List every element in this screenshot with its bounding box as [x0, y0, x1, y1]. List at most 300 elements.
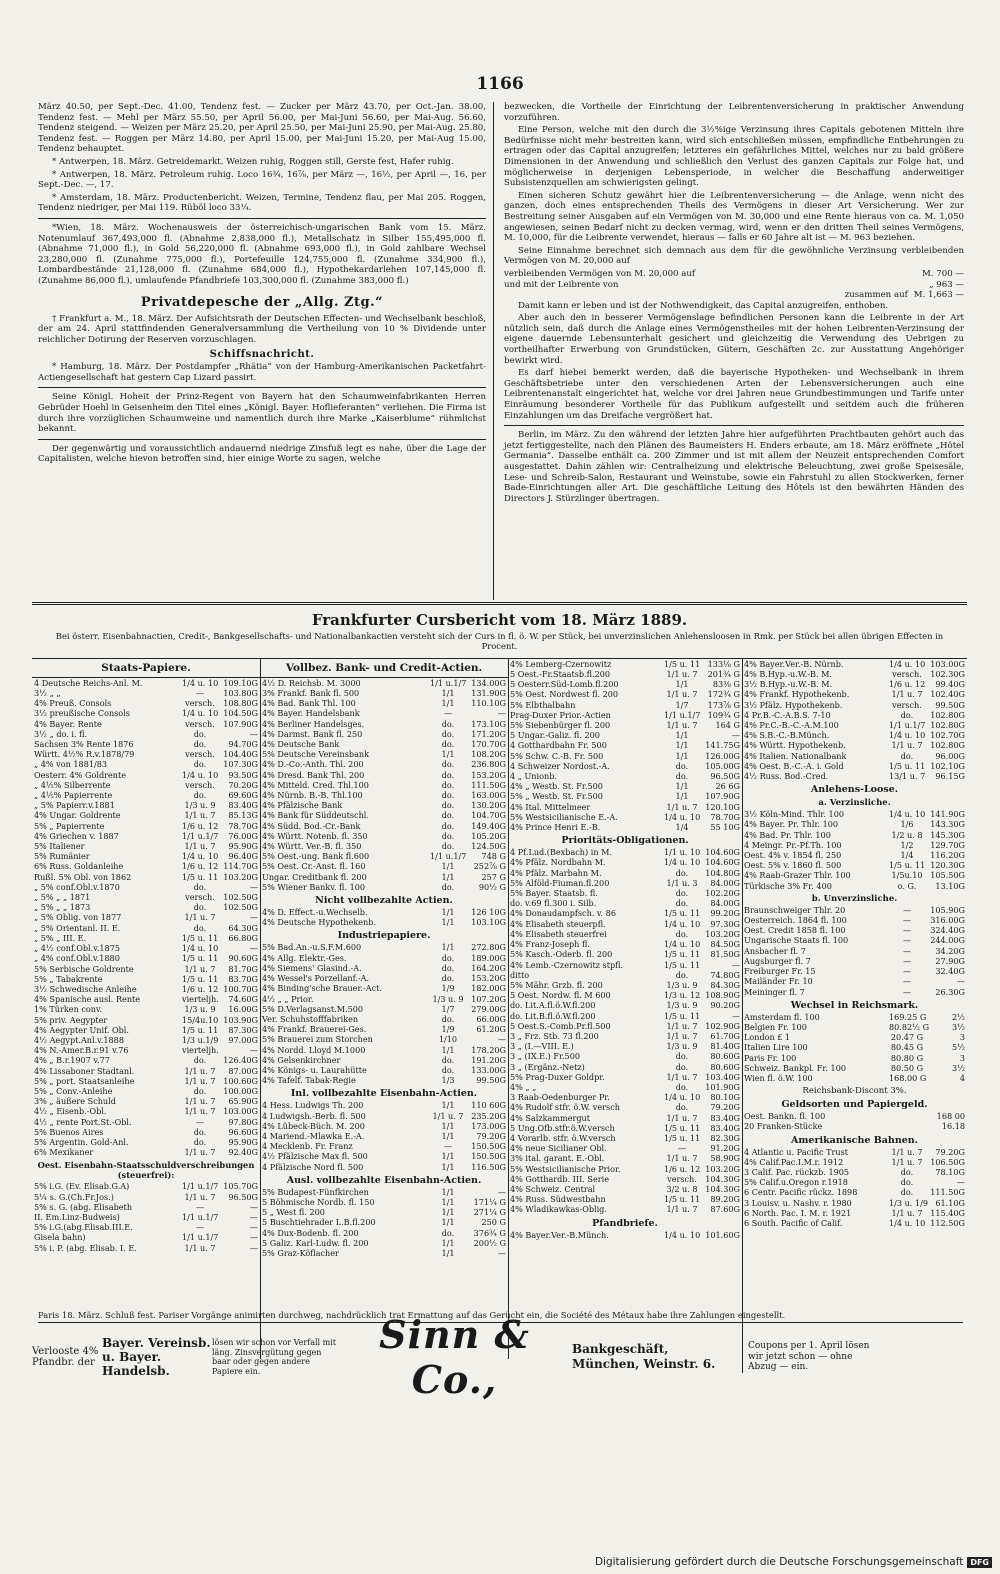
rate-row [742, 1053, 967, 1063]
divider [38, 218, 486, 219]
section-subheading: b. Unverzinsliche. [811, 893, 898, 904]
interest-term: 1/1 [675, 750, 689, 761]
calc-value: M. 1,663 — [913, 290, 964, 301]
interest-term: 1/4 [675, 822, 689, 833]
quote-value: 103.20G [223, 871, 258, 882]
security-name: 4% „ Westb. St. Fr.500 [510, 781, 603, 792]
quote-value: 96.60G [228, 1126, 258, 1137]
rate-row [508, 761, 742, 771]
ad-firm-location: München, Weinstr. 6. [572, 1357, 716, 1371]
interest-term: vierteljh. [182, 1045, 219, 1056]
security-name: 4% Preuß. Consols [34, 698, 112, 709]
security-name: 5 Oest.S.-Comb.Pr.fl.500 [510, 1020, 611, 1031]
quote-value: 271¼ G [473, 1207, 506, 1218]
rate-row [508, 802, 742, 812]
security-name: 5 Oest. Nordw. fl. M 600 [510, 990, 611, 1001]
security-name: 3% „ äußere Schuld [34, 1096, 116, 1107]
security-name: 5 „ West fl. 200 [262, 1207, 325, 1218]
column-header: Vollbez. Bank- und Credit-Actien. [260, 659, 508, 678]
security-name: Oest. 5% v. 1860 fl. 500 [744, 860, 842, 871]
rate-row [260, 1065, 508, 1075]
divider [38, 387, 486, 388]
rate-row [32, 719, 260, 729]
interest-term: 1/4 u. 10 [182, 851, 219, 862]
security-name: 4% Wladikawkas-Oblig. [510, 1204, 607, 1215]
quote-value: 66.00G [476, 1013, 506, 1024]
rate-row [508, 1113, 742, 1123]
quote-value: 27.90G [935, 955, 965, 966]
quote-value: 16.18 [941, 1121, 965, 1132]
rate-row [742, 860, 967, 870]
quote-value: 376¾ G [473, 1227, 506, 1238]
security-name: Ver. Schuhstofffabriken [262, 1013, 359, 1024]
section-heading: Geldsorten und Papiergeld. [781, 1099, 928, 1111]
security-name: 4% Bayer.Ver.-B. Nürnb. [744, 658, 844, 669]
rate-row [32, 882, 260, 892]
security-name: 5% „ Westb. St. Fr.500 [510, 791, 603, 802]
security-name: „ 5% Oblig. von 1877 [34, 912, 122, 923]
security-name: 5% Alföld-Fiuman.fl.200 [510, 877, 610, 888]
security-name: 4% Königs- u. Laurahütte [262, 1064, 367, 1075]
interest-term: do. [441, 1227, 455, 1238]
quote-value: 164.20G [471, 962, 506, 973]
security-name: 5% Prag-Duxer Goldpr. [510, 1071, 605, 1082]
quote-value: 96.15G [935, 771, 965, 782]
interest-term: do. [441, 810, 455, 821]
annuity-paragraph-5: Damit kann er leben und ist der Nothwendigkeit, das Capital anzugreifen, enthoben. [518, 300, 889, 311]
security-name: 4% Binding'sche Brauer.-Act. [262, 983, 382, 994]
security-name: 3% ital. garant. E.-Obl. [510, 1153, 605, 1164]
quote-value: 236.80G [471, 759, 506, 770]
quote-value: 85.13G [228, 810, 258, 821]
interest-term: 1/1 u. 7 [184, 1191, 216, 1202]
rate-row [32, 1076, 260, 1086]
security-name: ditto [510, 969, 530, 980]
quote-value: 153.20G [471, 973, 506, 984]
quote-value: 244.00G [930, 935, 965, 946]
quote-value: 83.40G [710, 1122, 740, 1133]
rate-row [32, 1106, 260, 1116]
interest-term: 1/1 [441, 1196, 455, 1207]
quote-value: 748 G [481, 851, 506, 862]
rate-row [32, 923, 260, 933]
security-name: 5% Brauerei zum Storchen [262, 1034, 373, 1045]
interest-term: 1/6 [900, 819, 914, 830]
rate-row [742, 1177, 967, 1187]
security-name: 5% Wiener Bankv. fl. 100 [262, 881, 366, 892]
security-name: 5% Calif.u.Oregon r.1918 [744, 1177, 848, 1188]
quote-value: 201¾ G [707, 669, 740, 680]
interest-term: 1/1 [441, 861, 455, 872]
security-name: 4% D. Effect.-u.Wechselb. [262, 907, 368, 918]
security-name: „ 4½ conf.Obl.v.1875 [34, 943, 120, 954]
rate-row [742, 659, 967, 669]
rate-row [260, 1045, 508, 1055]
interest-term: do. [675, 1051, 689, 1062]
interest-term: 1/3 u. 9 [432, 993, 464, 1004]
quote-value: 145.30G [930, 829, 965, 840]
quote-value: 78.70G [710, 811, 740, 822]
security-name: „ 5% Orientanl. II. E. [34, 922, 121, 933]
quote-value: 101.90G [705, 1081, 740, 1092]
quote-value: — [731, 730, 740, 741]
quote-value: 61.70G [710, 1030, 740, 1041]
interest-term: 1/3 u. 9 [666, 1041, 698, 1052]
interest-term: 1/2 [900, 839, 914, 850]
interest-term: 1/1 u. 7 [891, 689, 923, 700]
interest-term: 1/1 u. 7 [891, 1207, 923, 1218]
quote-value: 114.70G [223, 861, 258, 872]
quote-value: 126.00G [705, 750, 740, 761]
rate-row [742, 669, 967, 679]
interest-term: 1/6 u. 12 [182, 820, 219, 831]
security-name: 4 Ludwigsh.-Berb. fl. 500 [262, 1110, 366, 1121]
rate-row [742, 1012, 967, 1022]
annuity-paragraph-4: Seine Einnahme berechnet sich demnach aus dem für die gewöhnliche Verzinsung verbleibenden Vermögen von M. 20,000 auf [504, 245, 964, 267]
quote-value: 141.75G [705, 740, 740, 751]
interest-term: 1/4 u. 10 [664, 939, 701, 950]
quote-value: 105.90G [930, 904, 965, 915]
rate-row [742, 850, 967, 860]
quote-value: 100.60G [223, 1075, 258, 1086]
rate-rows [260, 1187, 508, 1258]
quote-value: 97.30G [710, 918, 740, 929]
rate-rows [260, 1100, 508, 1171]
rate-row [32, 810, 260, 820]
interest-term: 1/1 u.1/7 [182, 1181, 219, 1192]
security-name: 5% s. G. (abg. Elisabeth [34, 1201, 133, 1212]
quote-value: 65.90G [228, 1096, 258, 1107]
quote-value: 104.40G [223, 749, 258, 760]
interest-term: 1/1 [441, 688, 455, 699]
right-column [504, 102, 964, 506]
rate-row [742, 840, 967, 850]
quote-value: 150.50G [471, 1141, 506, 1152]
quote-value: 82.30G [710, 1132, 740, 1143]
ad-firm-type: Bankgeschäft, [572, 1342, 669, 1356]
security-name: 4% Deutsche Hypothekenb. [262, 917, 377, 928]
quote-value: 81.40G [710, 1041, 740, 1052]
ad-terms: lösen wir schon vor Verfall mit läng. Zinsvergütung gegen baar oder gegen andere Papiere ein. [212, 1338, 336, 1376]
security-name: 3½ Pfälz. Hypothekenb. [744, 699, 843, 710]
interest-term: 1/4 u. 10 [889, 658, 926, 669]
calc-label: und mit der Leibrente von [504, 279, 619, 290]
quote-value: 90.60G [228, 953, 258, 964]
interest-term: 1/3 u. 9 [666, 979, 698, 990]
security-name: 4 „ Unionb. [510, 771, 557, 782]
interest-term: do. [675, 771, 689, 782]
interest-term: 1/1 u. 7 [184, 1065, 216, 1076]
rate-rows [742, 905, 967, 997]
rate-row [32, 1222, 260, 1232]
security-name: Amsterdam fl. 100 [744, 1011, 820, 1022]
quote-value: 108.90G [705, 990, 740, 1001]
quote-value: 257 G [481, 871, 506, 882]
rate-row [508, 868, 742, 878]
quote-value: — [731, 959, 740, 970]
security-name: 5% Deutsche Vereinsbank [262, 749, 370, 760]
rate-row [260, 729, 508, 739]
interest-term: 1/1 u. 10 [664, 847, 701, 858]
security-name: 20 Franken-Stücke [744, 1121, 823, 1132]
security-name: 4 Mecklenb. Fr. Franz [262, 1141, 353, 1152]
security-name: 4½ Aegypt.Anl.v.1888 [34, 1034, 124, 1045]
quote-value: 130.20G [471, 800, 506, 811]
quote-value: 250 G [481, 1217, 506, 1228]
rate-row [508, 669, 742, 679]
rate-row [32, 678, 260, 688]
quote-value: — [249, 1045, 258, 1056]
rate-row [742, 1111, 967, 1121]
rate-row [32, 1055, 260, 1065]
interest-term: 1/1 [441, 871, 455, 882]
interest-term: versch. [892, 699, 922, 710]
rate-row [508, 822, 742, 832]
security-name: 4% Dux-Bodenb. fl. 200 [262, 1227, 359, 1238]
security-name: 4% „ B.r.1907 v.77 [34, 1055, 110, 1066]
quote-value: 120.30G [930, 860, 965, 871]
interest-term: 1/7 [441, 1003, 455, 1014]
quote-value: 87.30G [228, 1024, 258, 1035]
quote-value: 99.40G [935, 679, 965, 690]
rate-row [32, 1086, 260, 1096]
interest-term: 168.00 G [889, 1072, 927, 1083]
kursbericht-title: Frankfurter Cursbericht vom 18. März 1889. [311, 611, 688, 629]
quote-value: 104.30G [705, 1173, 740, 1184]
discount-note: Reichsbank-Discont 3%. [802, 1086, 907, 1097]
rate-row [32, 708, 260, 718]
rate-row [508, 1230, 742, 1240]
interest-term: do. [193, 1085, 207, 1096]
calc-value: „ 963 — [929, 279, 964, 290]
rate-row [260, 1197, 508, 1207]
rate-row [508, 1133, 742, 1143]
interest-term: 1/4 [900, 850, 914, 861]
security-name: 5% Elbthalbahn [510, 699, 576, 710]
interest-term: 1/5 u. 11 [889, 860, 926, 871]
interest-term: do. [193, 1055, 207, 1066]
interest-term: 1/1 u. 7 [432, 1110, 464, 1121]
security-name: 5% Oest.-ung. Bank fl.600 [262, 851, 370, 862]
quote-value: 107.90G [223, 718, 258, 729]
rate-row [508, 812, 742, 822]
quote-value: — [956, 1177, 965, 1188]
quote-value: 102.10G [930, 760, 965, 771]
interest-term: — [902, 925, 912, 936]
rate-row [260, 963, 508, 973]
antwerp-petroleum-paragraph: * Antwerpen, 18. März. Petroleum ruhig. Loco 16¾, 16⅞, per März —, 16½, per April —, 16, per Sept.-Dec. —, 17. [38, 169, 486, 191]
rate-row [742, 1022, 967, 1032]
rate-row [260, 861, 508, 871]
rate-row [260, 698, 508, 708]
interest-term: 1/4 u. 10 [889, 730, 926, 741]
interest-term: 1/1 u. 7 [184, 841, 216, 852]
quote-value: 107.90G [705, 791, 740, 802]
quote-value: — [249, 1201, 258, 1212]
table-column-pfandbriefe-loose [742, 659, 967, 1359]
interest-term: 1/1 u. 7 [666, 689, 698, 700]
interest-term: 13/1 u. 7 [889, 771, 926, 782]
rate-row [508, 659, 742, 669]
rate-row [742, 881, 967, 891]
column-header: Staats-Papiere. [32, 659, 260, 678]
rate-row [508, 730, 742, 740]
interest-term: 1/2 u. 8 [891, 829, 923, 840]
interest-term: 1/3 u. 9 [184, 1004, 216, 1015]
interest-term: do. [441, 881, 455, 892]
rate-rows [260, 942, 508, 1085]
security-name: Prag-Duxer Prior.-Actien [510, 709, 611, 720]
security-name: 4½ Pfälzische Max fl. 500 [262, 1151, 368, 1162]
security-name: 4% Calif.Pac.I.M.r. 1912 [744, 1156, 844, 1167]
ad-banks [102, 1336, 212, 1378]
interest-term: 1/4 u. 10 [889, 809, 926, 820]
rate-row [508, 1153, 742, 1163]
rate-row [508, 878, 742, 888]
rate-row [508, 720, 742, 730]
security-name: do. v.69 fl.300 i. Silb. [510, 898, 597, 909]
rate-row [260, 1151, 508, 1161]
ad-bank-1: Bayer. Vereinsb. [102, 1336, 211, 1350]
quote-value: 110.10G [471, 698, 506, 709]
rate-row [32, 1066, 260, 1076]
quote-value: 143.30G [930, 819, 965, 830]
quote-value: 74.80G [710, 969, 740, 980]
quote-value: — [249, 912, 258, 923]
security-name: 3½ „ „ [34, 688, 61, 699]
quote-value: 111.50G [930, 1187, 965, 1198]
interest-term: 1/1 [441, 698, 455, 709]
interest-term: do. [441, 962, 455, 973]
security-name: 4% Italien. Nationalbank [744, 750, 847, 761]
security-name: 4% Wessel's Porzellanf.-A. [262, 973, 370, 984]
quote-value: 126 10G [471, 907, 506, 918]
interest-term: do. [441, 739, 455, 750]
rate-row [508, 1184, 742, 1194]
rate-row [32, 1127, 260, 1137]
quote-value: 110 60G [471, 1100, 506, 1111]
quote-value: 102.80G [930, 709, 965, 720]
quote-value: 100.00G [223, 1085, 258, 1096]
interest-term: versch. [892, 669, 922, 680]
rate-row [508, 1072, 742, 1082]
quote-value: 83⅜ G [712, 679, 740, 690]
interest-term: 1/1 u.1/7 [430, 677, 467, 688]
rate-row [508, 781, 742, 791]
rate-row [508, 1011, 742, 1021]
rate-row [742, 1208, 967, 1218]
rate-row [742, 946, 967, 956]
security-name: 1% Türken conv. [34, 1004, 103, 1015]
interest-term: 1/5u.10 [891, 870, 923, 881]
quote-value: 34.20G [935, 945, 965, 956]
security-name: 4% Allg. Elektr.-Ges. [262, 952, 347, 963]
quote-value: 163.00G [471, 790, 506, 801]
security-name: 5% Bayer. Staatsb. fl. [510, 888, 598, 899]
interest-term: 1/4 u. 10 [889, 1217, 926, 1228]
quote-value: 96.50G [710, 771, 740, 782]
quote-value: 95.90G [228, 841, 258, 852]
security-name: 4 Hess. Ludwigs Th. 200 [262, 1100, 364, 1111]
interest-term: 1/1 u.1/7 [182, 1232, 219, 1243]
interest-term: 1/4 u. 10 [182, 943, 219, 954]
rate-row [508, 679, 742, 689]
rate-row [260, 1121, 508, 1131]
rate-row [260, 770, 508, 780]
quote-value: 101.60G [705, 1229, 740, 1240]
quote-value: 182.00G [471, 983, 506, 994]
quote-value: — [249, 1211, 258, 1222]
interest-term: 1/1 [675, 679, 689, 690]
rate-row [742, 915, 967, 925]
rate-row [260, 1024, 508, 1034]
rate-row [260, 1238, 508, 1248]
security-name: 4% Frankf. Hypothekenb. [744, 689, 850, 700]
rate-row [260, 1075, 508, 1085]
quote-value: 79.20G [935, 1146, 965, 1157]
security-name: 4% S.B.-C.-B.Münch. [744, 730, 830, 741]
divider [504, 425, 964, 426]
rate-row [32, 984, 260, 994]
interest-term: 1/1 [441, 1044, 455, 1055]
interest-term: 1/3 u. 9 [666, 1000, 698, 1011]
security-name: 5 Böhmische Nordb. fl. 150 [262, 1196, 375, 1207]
rate-row [508, 1194, 742, 1204]
rate-row [32, 800, 260, 810]
rate-row [260, 1248, 508, 1258]
security-name: London £ 1 [744, 1032, 791, 1043]
quote-value: — [249, 728, 258, 739]
security-name: 4% B.Hyp.-u.W.-B. M. [744, 669, 833, 680]
rate-row [260, 1100, 508, 1110]
rate-row [32, 1025, 260, 1035]
interest-term: 1/1 [441, 749, 455, 760]
rate-row [32, 1117, 260, 1127]
interest-term: do. [441, 718, 455, 729]
security-name: 5% Bad.An.-u.S.F.M.600 [262, 942, 362, 953]
quote-value: 70.20G [228, 779, 258, 790]
security-name: 5% Kasch.-Oderb. fl. 200 [510, 949, 613, 960]
calc-label: verbleibenden Vermögen von M. 20,000 auf [504, 268, 696, 279]
security-name: 4% Pfälz. Marbahn M. [510, 867, 602, 878]
rate-rows [260, 907, 508, 927]
rate-row [32, 974, 260, 984]
security-name: 3 Calif. Pac. rückzb. 1905 [744, 1166, 850, 1177]
interest-term: 1/3 u. 1/9 [889, 1197, 928, 1208]
quote-value: 81.70G [228, 963, 258, 974]
calc-line-3 [504, 290, 964, 301]
interest-term: 1/1 [441, 1237, 455, 1248]
rate-row [260, 678, 508, 688]
security-name: 5 Oesterr.Süd-Lomb.fl.200 [510, 679, 619, 690]
interest-term: 1/4 u. 10 [664, 811, 701, 822]
quote-value: 3½ [952, 1062, 965, 1073]
rate-row [32, 1096, 260, 1106]
rate-row [32, 729, 260, 739]
interest-term: do. [193, 790, 207, 801]
security-name: 4% Dresd. Bank Thl. 200 [262, 769, 365, 780]
rate-row [742, 1032, 967, 1042]
quote-value: 116.20G [930, 850, 965, 861]
interest-term: 1/10 [438, 1034, 458, 1045]
quote-value: 102.20G [705, 888, 740, 899]
interest-term: 1/6 u. 12 [182, 983, 219, 994]
rate-row [508, 990, 742, 1000]
interest-term: 1/5 u. 11 [664, 1132, 701, 1143]
quote-value: 103.90G [223, 1014, 258, 1025]
kursbericht [32, 602, 967, 1359]
quote-value: 96.00G [935, 750, 965, 761]
